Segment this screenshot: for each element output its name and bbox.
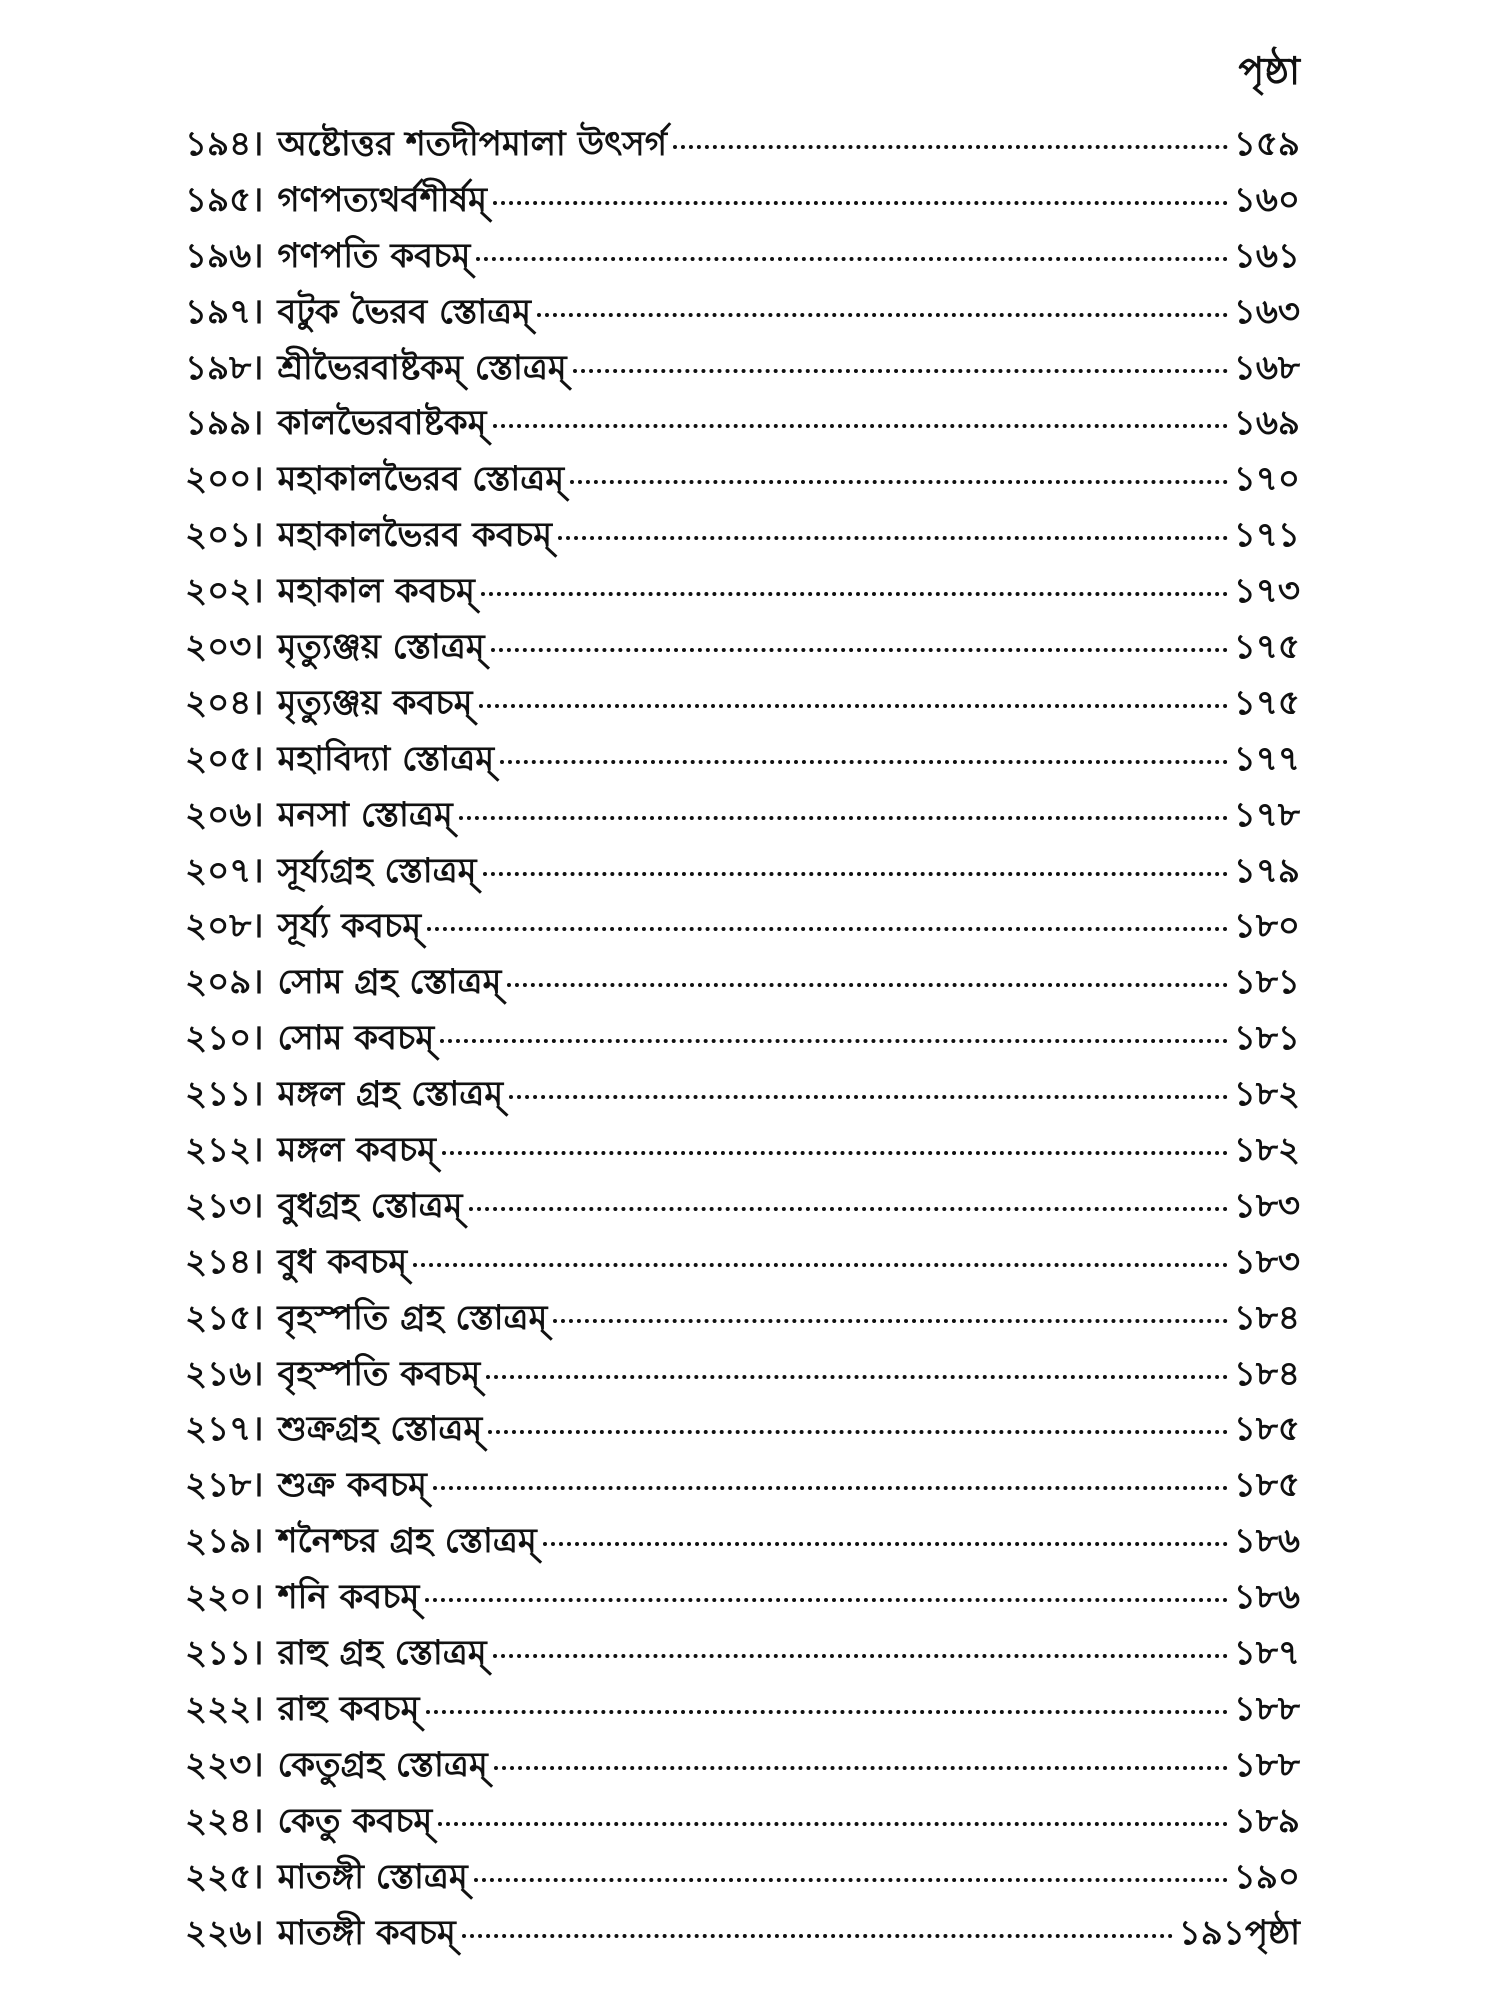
entry-title: মাতঙ্গী স্তোত্রম্ — [277, 1856, 468, 1897]
entry-title: মহাকালভৈরব কবচম্ — [277, 515, 553, 556]
entry-number: ২১৭। — [185, 1409, 264, 1450]
entry-title: মনসা স্তোত্রম্ — [277, 794, 453, 835]
entry-page-number: ১৮২ — [1233, 1130, 1300, 1171]
toc-entry — [185, 1403, 1300, 1459]
entry-title: রাহু কবচম্ — [277, 1688, 420, 1729]
dot-leader — [469, 1207, 1228, 1211]
entry-title: সূর্য্যগ্রহ স্তোত্রম্ — [277, 850, 477, 891]
entry-number: ২০২। — [185, 571, 264, 612]
entry-title: কেতু কবচম্ — [277, 1800, 433, 1841]
entry-title: মঙ্গল কবচম্ — [277, 1130, 436, 1171]
dot-leader — [553, 1319, 1227, 1323]
entry-page-number: ১৭১ — [1233, 515, 1300, 556]
entry-page-number: ১৭৫ — [1233, 682, 1300, 723]
toc-entry — [185, 1348, 1300, 1404]
entry-number: ২১৪। — [185, 1241, 264, 1282]
entry-number: ১৯৪। — [185, 124, 264, 164]
entry-number: ২১১। — [185, 1074, 264, 1115]
entry-page-number: ১৮৪ — [1233, 1297, 1300, 1338]
entry-title: কালভৈরবাষ্টকম্ — [277, 403, 487, 444]
toc-entry — [185, 230, 1300, 286]
entry-title: বৃহস্পতি কবচম্ — [277, 1353, 481, 1394]
toc-entry — [185, 1739, 1300, 1795]
dot-leader — [462, 1934, 1173, 1938]
entry-number: ২১১। — [185, 1633, 264, 1674]
toc-entry — [185, 397, 1300, 453]
entry-title: মহাবিদ্যা স্তোত্রম্ — [277, 738, 495, 779]
entry-number: ১৯৭। — [185, 291, 264, 332]
dot-leader — [507, 983, 1227, 987]
dot-leader — [491, 648, 1228, 652]
entry-number: ২২২। — [185, 1688, 264, 1729]
dot-leader — [570, 480, 1228, 484]
entry-page-number: ১৭৫ — [1233, 627, 1300, 668]
entry-page-number: ১৮৬ — [1233, 1577, 1300, 1618]
entry-title: সোম কবচম্ — [277, 1018, 435, 1059]
entry-number: ২০১। — [185, 515, 264, 556]
entry-title: শনি কবচম্ — [277, 1577, 420, 1618]
dot-leader — [493, 424, 1228, 428]
entry-page-number: ১৮১ — [1233, 1018, 1300, 1059]
entry-title: বটুক ভৈরব স্তোত্রম্ — [277, 291, 531, 332]
toc-entry — [185, 286, 1300, 342]
entry-page-number: ১৬০ — [1233, 179, 1300, 220]
dot-leader — [543, 1542, 1228, 1546]
dot-leader — [483, 872, 1228, 876]
entry-title: মহাকালভৈরব স্তোত্রম্ — [277, 459, 565, 500]
entry-number: ২০৩। — [185, 627, 264, 668]
dot-leader — [493, 201, 1228, 205]
entry-title: শনৈশ্চর গ্রহ স্তোত্রম্ — [277, 1521, 537, 1562]
toc-entry — [185, 677, 1300, 733]
entry-title: মাতঙ্গী কবচম্ — [277, 1912, 456, 1953]
entry-title: মহাকাল কবচম্ — [277, 571, 475, 612]
table-of-contents — [185, 118, 1300, 1962]
toc-entry — [185, 1068, 1300, 1124]
entry-page-number: ১৮৭ — [1233, 1633, 1300, 1674]
entry-number: ২০৮। — [185, 906, 264, 947]
entry-page-number: ১৭৭ — [1233, 738, 1300, 779]
entry-page-number: ১৭০ — [1233, 459, 1300, 500]
toc-entry — [185, 1571, 1300, 1627]
entry-title: মৃত্যুঞ্জয় স্তোত্রম্ — [277, 627, 485, 668]
entry-page-number: ১৯১পৃষ্ঠা — [1178, 1912, 1300, 1953]
entry-page-number: ১৬৮ — [1233, 347, 1300, 388]
toc-entry — [185, 453, 1300, 509]
entry-page-number: ১৮৩ — [1233, 1185, 1300, 1226]
dot-leader — [488, 1430, 1228, 1434]
dot-leader — [476, 257, 1227, 261]
toc-entry — [185, 1012, 1300, 1068]
entry-number: ২১৬। — [185, 1353, 264, 1394]
toc-entry — [185, 621, 1300, 677]
dot-leader — [433, 1486, 1228, 1490]
entry-title: গণপতি কবচম্ — [277, 235, 471, 276]
entry-page-number: ১৮৫ — [1233, 1409, 1300, 1450]
entry-page-number: ১৮৯ — [1233, 1800, 1300, 1841]
toc-entry — [185, 1515, 1300, 1571]
entry-number: ১৯৬। — [185, 235, 264, 276]
entry-page-number: ১৮২ — [1233, 1074, 1300, 1115]
entry-number: ১৯৫। — [185, 179, 264, 220]
entry-page-number: ১৮১ — [1233, 962, 1300, 1003]
toc-entry — [185, 1851, 1300, 1907]
entry-number: ২২০। — [185, 1577, 264, 1618]
toc-entry — [185, 1907, 1300, 1963]
entry-number: ২১৩। — [185, 1185, 264, 1226]
entry-number: ২১৫। — [185, 1297, 264, 1338]
entry-title: অষ্টোত্তর শতদীপমালা উৎসর্গ — [277, 124, 668, 164]
entry-number: ২০৯। — [185, 962, 264, 1003]
toc-entry — [185, 845, 1300, 901]
dot-leader — [427, 927, 1228, 931]
entry-number: ২১৮। — [185, 1465, 264, 1506]
toc-entry — [185, 1292, 1300, 1348]
toc-entry — [185, 174, 1300, 230]
dot-leader — [438, 1822, 1228, 1826]
entry-number: ১৯৯। — [185, 403, 264, 444]
entry-number: ২০৭। — [185, 850, 264, 891]
entry-number: ২০০। — [185, 459, 264, 500]
entry-page-number: ১৬১ — [1233, 235, 1300, 276]
entry-number: ২২৪। — [185, 1800, 264, 1841]
entry-page-number: ১৮৮ — [1233, 1744, 1300, 1785]
toc-entry — [185, 1795, 1300, 1851]
dot-leader — [573, 369, 1228, 373]
toc-entry — [185, 509, 1300, 565]
dot-leader — [440, 1039, 1228, 1043]
entry-title: শুক্রগ্রহ স্তোত্রম্ — [277, 1409, 483, 1450]
dot-leader — [537, 313, 1228, 317]
entry-number: ২১৯। — [185, 1521, 264, 1562]
entry-number: ২২৫। — [185, 1856, 264, 1897]
toc-entry — [185, 342, 1300, 398]
entry-page-number: ১৮৬ — [1233, 1521, 1300, 1562]
entry-page-number: ১৭৮ — [1233, 794, 1300, 835]
entry-page-number: ১৭৯ — [1233, 850, 1300, 891]
dot-leader — [509, 1095, 1228, 1099]
dot-leader — [673, 145, 1228, 149]
entry-page-number: ১৬৯ — [1233, 403, 1300, 444]
entry-number: ২২৬। — [185, 1912, 264, 1953]
dot-leader — [426, 1710, 1228, 1714]
toc-entry — [185, 1683, 1300, 1739]
dot-leader — [486, 1375, 1228, 1379]
toc-entry — [185, 956, 1300, 1012]
toc-entry — [185, 118, 1300, 174]
entry-title: বুধ কবচম্ — [277, 1241, 408, 1282]
dot-leader — [500, 760, 1228, 764]
entry-number: ১৯৮। — [185, 347, 264, 388]
dot-leader — [494, 1766, 1228, 1770]
toc-entry — [185, 1459, 1300, 1515]
toc-entry — [185, 1124, 1300, 1180]
entry-title: মৃত্যুঞ্জয় কবচম্ — [277, 682, 473, 723]
toc-entry — [185, 789, 1300, 845]
entry-page-number: ১৮৮ — [1233, 1688, 1300, 1729]
dot-leader — [442, 1151, 1228, 1155]
entry-title: বুধগ্রহ স্তোত্রম্ — [277, 1185, 463, 1226]
dot-leader — [474, 1878, 1228, 1882]
entry-title: রাহু গ্রহ স্তোত্রম্ — [277, 1633, 487, 1674]
entry-page-number: ১৯০ — [1233, 1856, 1300, 1897]
dot-leader — [425, 1598, 1227, 1602]
dot-leader — [558, 536, 1228, 540]
entry-page-number: ১৭৩ — [1233, 571, 1300, 612]
entry-page-number: ১৫৯ — [1233, 124, 1300, 164]
entry-title: গণপত্যথর্বশীর্ষম্ — [277, 179, 488, 220]
entry-title: শুক্র কবচম্ — [277, 1465, 427, 1506]
entry-title: কেতুগ্রহ স্তোত্রম্ — [277, 1744, 488, 1785]
entry-title: সোম গ্রহ স্তোত্রম্ — [277, 962, 502, 1003]
dot-leader — [481, 592, 1228, 596]
dot-leader — [459, 816, 1228, 820]
dot-leader — [493, 1654, 1228, 1658]
dot-leader — [479, 704, 1228, 708]
toc-entry — [185, 565, 1300, 621]
dot-leader — [413, 1263, 1228, 1267]
entry-number: ২০৫। — [185, 738, 264, 779]
entry-title: মঙ্গল গ্রহ স্তোত্রম্ — [277, 1074, 504, 1115]
toc-entry — [185, 1627, 1300, 1683]
entry-page-number: ১৮৫ — [1233, 1465, 1300, 1506]
entry-number: ২০৬। — [185, 794, 264, 835]
entry-title: সূর্য্য কবচম্ — [277, 906, 422, 947]
page-column-heading: পৃষ্ঠা — [1238, 49, 1300, 93]
entry-page-number: ১৮০ — [1233, 906, 1300, 947]
toc-entry — [185, 733, 1300, 789]
entry-page-number: ১৮৪ — [1233, 1353, 1300, 1394]
entry-title: বৃহস্পতি গ্রহ স্তোত্রম্ — [277, 1297, 548, 1338]
entry-number: ২২৩। — [185, 1744, 264, 1785]
toc-entry — [185, 900, 1300, 956]
entry-number: ২১২। — [185, 1130, 264, 1171]
entry-title: শ্রীভৈরবাষ্টকম্ স্তোত্রম্ — [277, 347, 567, 388]
toc-entry — [185, 1180, 1300, 1236]
entry-page-number: ১৬৩ — [1233, 291, 1300, 332]
entry-number: ২১০। — [185, 1018, 264, 1059]
toc-entry — [185, 1236, 1300, 1292]
entry-page-number: ১৮৩ — [1233, 1241, 1300, 1282]
entry-number: ২০৪। — [185, 682, 264, 723]
